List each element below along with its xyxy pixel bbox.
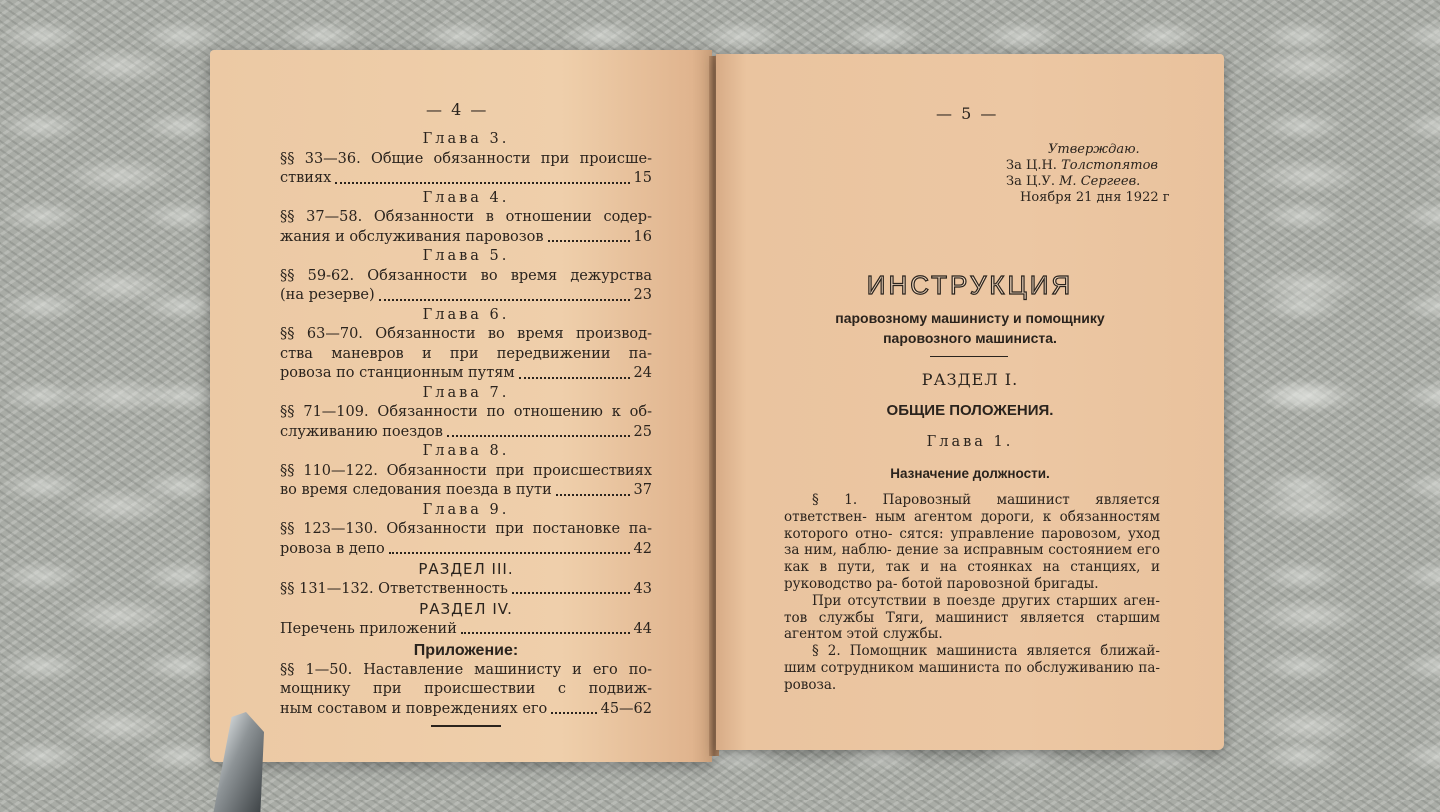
toc-section-heading: РАЗДЕЛ IV. [419, 600, 513, 618]
toc-entry-last-line [280, 481, 652, 501]
toc-entry [280, 661, 652, 720]
toc-leader-dots [335, 182, 629, 184]
approval-date: Ноября 21 дня 1922 г [1020, 190, 1170, 205]
toc-leader-dots [551, 712, 596, 714]
toc-page-number: 37 [633, 482, 652, 498]
toc-entry-last-line [280, 228, 652, 248]
toc-page-number: 25 [633, 423, 652, 440]
toc-page-number: 24 [633, 365, 652, 381]
toc-entry-text: ным составом и повреждениях его [280, 700, 548, 717]
toc-entry-last-line [280, 540, 652, 560]
toc-chapter-heading: Глава 7. [422, 384, 510, 401]
toc-entry-last-line [280, 620, 652, 640]
toc-leader-dots [548, 240, 630, 242]
page-number-left: — 4 — [426, 100, 489, 119]
toc-page-number: 23 [633, 287, 652, 303]
toc-appendix-heading: Приложение: [413, 642, 519, 659]
toc-entry-line: ства маневров и при передвижении па- [280, 345, 652, 362]
toc-entry-line: §§ 37—58. Обязанности в отношении содер- [280, 209, 652, 225]
toc-page-number: 45—62 [600, 700, 652, 717]
toc-entry [280, 208, 652, 247]
toc-entry-line: §§ 59-62. Обязанности во время дежурства [280, 267, 652, 284]
toc-entry-text: ровоза по станционным путям [280, 365, 515, 381]
toc-leader-dots [447, 435, 630, 437]
toc-entry-text: (на резерве) [280, 287, 375, 303]
toc-page-number: 43 [633, 580, 652, 597]
toc-entry-line: §§ 1—50. Наставление машинисту и его по- [280, 661, 652, 678]
toc-entry [280, 580, 652, 600]
paragraph-2: При отсутствии в поезде других старших аген- тов службы Тяги, машинист является старшим агентом этой службы. [784, 592, 1160, 643]
toc-entry [280, 325, 652, 384]
right-page [716, 54, 1224, 750]
toc-chapter-heading: Глава 5. [422, 248, 510, 264]
toc-leader-dots [519, 377, 630, 379]
title-divider [930, 356, 1008, 357]
toc-entry-text: во время следования поезда в пути [280, 482, 552, 498]
toc-leader-dots [461, 632, 630, 634]
toc-entry [280, 150, 652, 189]
toc-entry-line: §§ 33—36. Общие обязанности при происше- [280, 150, 652, 167]
toc-entry-last-line [280, 700, 652, 720]
toc-entry [280, 267, 652, 306]
approval-line-cn: За Ц.Н. Толстопятов [1006, 158, 1158, 173]
toc-entry [280, 462, 652, 501]
toc-leader-dots [556, 494, 630, 496]
toc-chapter-heading: Глава 4. [422, 189, 510, 206]
toc-entry [280, 620, 652, 640]
toc-entry [280, 520, 652, 559]
toc-entry-last-line [280, 580, 652, 600]
document-subtitle: паровозному машинисту и помощнику паровозного машиниста. [835, 310, 1105, 346]
toc-leader-dots [512, 592, 630, 594]
toc-page-number: 15 [633, 170, 652, 186]
toc-chapter-heading: Глава 6. [422, 306, 510, 323]
toc-chapter-heading: Глава 3. [422, 131, 510, 147]
chapter-heading: Глава 1. [926, 434, 1014, 450]
toc-entry-text: жания и обслуживания паровозов [280, 228, 544, 245]
toc-entry-line: §§ 110—122. Обязанности при происшествиях [280, 462, 652, 479]
page-number-right: — 5 — [936, 104, 999, 123]
body-text [784, 492, 1160, 694]
toc-entry-line: мощнику при происшествии с подвиж- [280, 681, 652, 697]
toc-entry-text: §§ 131—132. Ответственность [280, 580, 508, 597]
toc-chapter-heading: Глава 8. [422, 443, 510, 459]
toc-section-heading: РАЗДЕЛ III. [418, 560, 514, 578]
paragraph-3: § 2. Помощник машиниста является ближай- шим сотрудником машиниста по обслуживанию па- ровоза. [784, 643, 1160, 693]
toc-page-number: 42 [633, 540, 652, 557]
approval-line-cu: За Ц.У. М. Сергеев. [1006, 174, 1141, 189]
toc-entry [280, 403, 652, 442]
toc-entry-line: §§ 71—109. Обязанности по отношению к об- [280, 404, 652, 420]
toc-entry-text: ровоза в депо [280, 540, 385, 557]
paragraph-1: § 1. Паровозный машинист является ответствен- ным агентом дороги, к обязанностям которого отно- сятся: управление паровозом, уход за ним, наблю- дение за исправным состоянием его как в пути, так и на стоянках на станциях, и руководство ра- ботой паровозной бригады. [784, 492, 1160, 592]
toc-entry-last-line [280, 169, 652, 189]
approval-block [1006, 142, 1170, 206]
left-page [210, 50, 712, 762]
toc-page-number: 16 [633, 228, 652, 245]
chapter-title: Назначение должности. [890, 466, 1050, 481]
toc-entry-text: служиванию поездов [280, 423, 443, 440]
toc-entry-last-line [280, 423, 652, 443]
toc-entry-text: ствиях [280, 170, 332, 186]
toc-page-number: 44 [633, 620, 652, 637]
section-heading: РАЗДЕЛ I. [921, 370, 1019, 389]
toc-entry-line: §§ 63—70. Обязанности во время производ- [280, 326, 652, 342]
toc-leader-dots [389, 552, 630, 554]
toc-leader-dots [379, 299, 630, 301]
section-title: ОБЩИЕ ПОЛОЖЕНИЯ. [886, 402, 1054, 419]
toc-entry-text: Перечень приложений [280, 620, 457, 637]
toc-entry-last-line [280, 286, 652, 306]
toc-chapter-heading: Глава 9. [422, 501, 510, 518]
approval-heading: Утверждаю. [1048, 142, 1140, 157]
table-of-contents [280, 130, 652, 727]
toc-entry-line: §§ 123—130. Обязанности при постановке па- [280, 521, 652, 537]
toc-entry-last-line [280, 364, 652, 384]
document-title: ИНСТРУКЦИЯ [866, 270, 1074, 300]
toc-end-rule [431, 725, 501, 727]
